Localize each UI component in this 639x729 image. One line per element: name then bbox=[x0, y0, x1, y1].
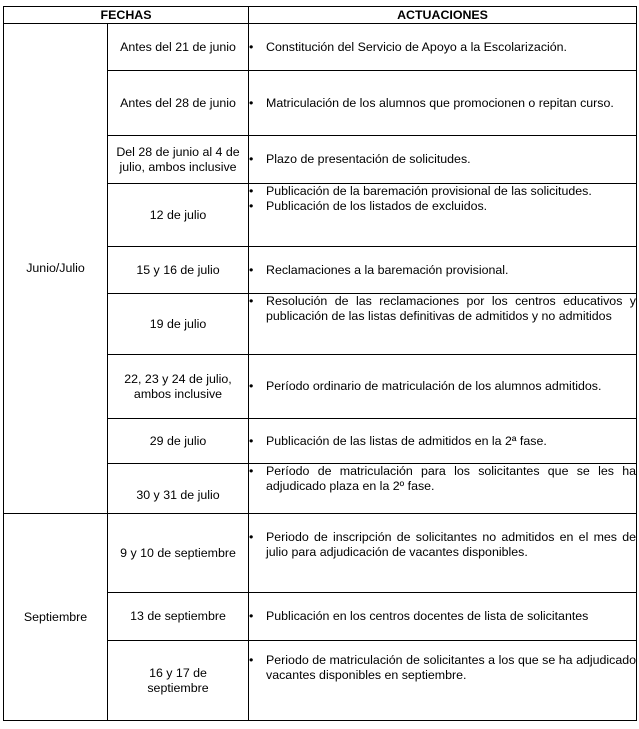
list-item: • Publicación de las listas de admitidos en la 2ª fase. bbox=[249, 434, 636, 449]
actions-list bbox=[249, 184, 636, 214]
list-item: • Período ordinario de matriculación de los alumnos admitidos. bbox=[249, 379, 636, 394]
actions-cell bbox=[249, 514, 637, 593]
actions-cell bbox=[249, 184, 637, 247]
list-item: • Período de matriculación para los solicitantes que se les ha adjudicado plaza en la 2º fase. bbox=[249, 464, 636, 494]
period-cell: Septiembre bbox=[4, 514, 108, 721]
date-cell: 9 y 10 de septiembre bbox=[108, 514, 249, 593]
header-fechas: FECHAS bbox=[4, 7, 249, 24]
list-item: • Matriculación de los alumnos que promocionen o repitan curso. bbox=[249, 96, 636, 111]
list-item: • Periodo de matriculación de solicitantes a los que se ha adjudicado vacantes disponibles en septiembre. bbox=[249, 653, 636, 683]
schedule-table bbox=[3, 6, 637, 721]
actions-cell bbox=[249, 593, 637, 641]
actions-cell bbox=[249, 464, 637, 514]
date-cell: 15 y 16 de julio bbox=[108, 247, 249, 294]
actions-cell bbox=[249, 641, 637, 721]
list-item: • Reclamaciones a la baremación provisional. bbox=[249, 263, 636, 278]
actions-list bbox=[249, 530, 636, 560]
table-row bbox=[4, 24, 637, 71]
date-cell: 30 y 31 de julio bbox=[108, 464, 249, 514]
actions-list bbox=[249, 379, 636, 394]
date-cell: Del 28 de junio al 4 de julio, ambos inclusive bbox=[108, 136, 249, 184]
date-cell: Antes del 21 de junio bbox=[108, 24, 249, 71]
actions-cell bbox=[249, 419, 637, 464]
actions-list bbox=[249, 434, 636, 449]
date-cell: 22, 23 y 24 de julio, ambos inclusive bbox=[108, 355, 249, 419]
list-item: • Publicación de los listados de excluidos. bbox=[249, 199, 636, 214]
list-item: • Constitución del Servicio de Apoyo a la Escolarización. bbox=[249, 40, 636, 55]
date-cell: 16 y 17 de septiembre bbox=[108, 641, 249, 721]
date-cell: 12 de julio bbox=[108, 184, 249, 247]
table-row bbox=[4, 514, 637, 593]
actions-list bbox=[249, 653, 636, 683]
actions-cell bbox=[249, 136, 637, 184]
period-cell: Junio/Julio bbox=[4, 24, 108, 514]
actions-list bbox=[249, 96, 636, 111]
header-row bbox=[4, 7, 637, 24]
list-item: • Publicación en los centros docentes de lista de solicitantes bbox=[249, 609, 636, 624]
actions-cell bbox=[249, 355, 637, 419]
actions-list bbox=[249, 464, 636, 494]
date-cell: 19 de julio bbox=[108, 294, 249, 355]
list-item: • Resolución de las reclamaciones por los centros educativos y publicación de las listas definitivas de admitidos y no admitidos bbox=[249, 294, 636, 324]
header-actuaciones: ACTUACIONES bbox=[249, 7, 637, 24]
actions-cell bbox=[249, 294, 637, 355]
list-item: • Plazo de presentación de solicitudes. bbox=[249, 152, 636, 167]
actions-list bbox=[249, 294, 636, 324]
actions-list bbox=[249, 609, 636, 624]
actions-cell bbox=[249, 24, 637, 71]
date-cell: Antes del 28 de junio bbox=[108, 71, 249, 136]
actions-cell bbox=[249, 247, 637, 294]
actions-cell bbox=[249, 71, 637, 136]
actions-list bbox=[249, 40, 636, 55]
date-cell: 13 de septiembre bbox=[108, 593, 249, 641]
actions-list bbox=[249, 263, 636, 278]
list-item: • Publicación de la baremación provisional de las solicitudes. bbox=[249, 184, 636, 199]
date-cell: 29 de julio bbox=[108, 419, 249, 464]
list-item: • Periodo de inscripción de solicitantes no admitidos en el mes de julio para adjudicación de vacantes disponibles. bbox=[249, 530, 636, 560]
actions-list bbox=[249, 152, 636, 167]
